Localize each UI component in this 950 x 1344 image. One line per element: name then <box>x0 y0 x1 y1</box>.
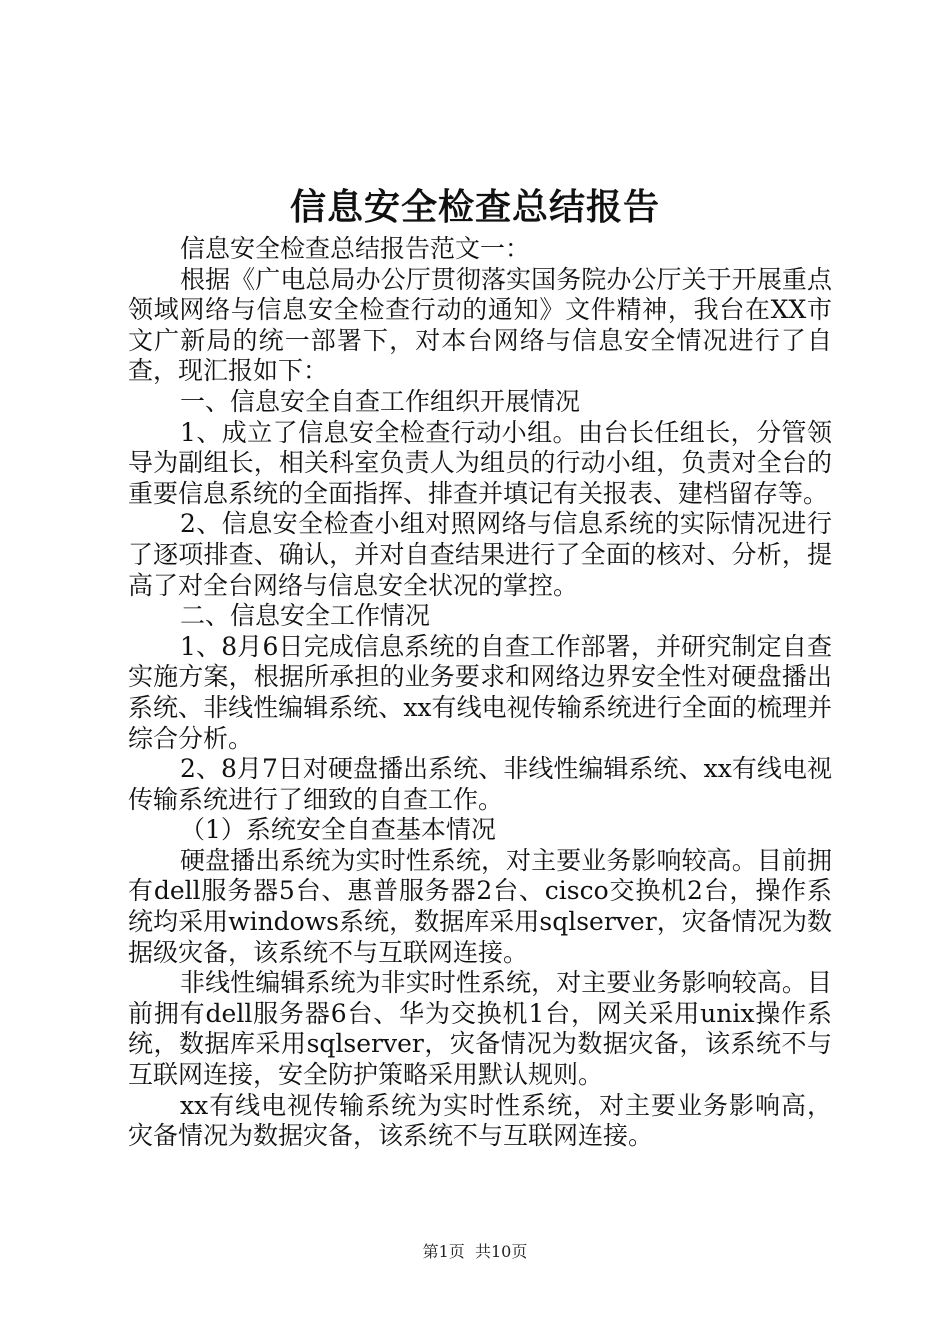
section-heading-2: 二、信息安全工作情况 <box>180 601 431 631</box>
document-body <box>128 234 832 1152</box>
paragraph-item-2: 2、信息安全检查小组对照网络与信息系统的实际情况进行了逐项排查、确认，并对自查结果进行了全面的核对、分析，提高了对全台网络与信息安全状况的掌控。 <box>128 509 832 600</box>
page-number: 第1页 <box>422 1242 465 1261</box>
subsection-heading: （1）系统安全自查基本情况 <box>180 815 496 845</box>
document-title: 信息安全检查总结报告 <box>289 186 660 228</box>
page-total: 共10页 <box>474 1242 528 1261</box>
paragraph-work-1: 1、8月6日完成信息系统的自查工作部署，并研究制定自查实施方案，根据所承担的业务要求和网络边界安全性对硬盘播出系统、非线性编辑系统、xx有线电视传输系统进行全面的梳理并综合分析。 <box>128 631 832 753</box>
paragraph-work-2: 2、8月7日对硬盘播出系统、非线性编辑系统、xx有线电视传输系统进行了细致的自查工作。 <box>128 754 832 814</box>
page-footer <box>0 1240 950 1264</box>
paragraph-playout-system: 硬盘播出系统为实时性系统，对主要业务影响较高。目前拥有dell服务器5台、惠普服务器2台、cisco交换机2台，操作系统均采用windows系统，数据库采用sqlserver，灾备情况为数据级灾备，该系统不与互联网连接。 <box>128 845 832 967</box>
paragraph-item-1: 1、成立了信息安全检查行动小组。由台长任组长，分管领导为副组长，相关科室负责人为组员的行动小组，负责对全台的重要信息系统的全面指挥、排查并填记有关报表、建档留存等。 <box>128 417 832 508</box>
section-heading-1: 一、信息安全自查工作组织开展情况 <box>180 386 581 416</box>
paragraph-editing-system: 非线性编辑系统为非实时性系统，对主要业务影响较高。目前拥有dell服务器6台、华为交换机1台，网关采用unix操作系统，数据库采用sqlserver，灾备情况为数据灾备，该系统不与互联网连接，安全防护策略采用默认规则。 <box>128 968 832 1090</box>
paragraph-basis: 根据《广电总局办公厅贯彻落实国务院办公厅关于开展重点领域网络与信息安全检查行动的通知》文件精神，我台在XX市文广新局的统一部署下，对本台网络与信息安全情况进行了自查，现汇报如下： <box>128 264 832 386</box>
paragraph-intro: 信息安全检查总结报告范文一： <box>180 234 531 263</box>
paragraph-cable-system: xx有线电视传输系统为实时性系统，对主要业务影响高，灾备情况为数据灾备，该系统不与互联网连接。 <box>128 1090 832 1151</box>
